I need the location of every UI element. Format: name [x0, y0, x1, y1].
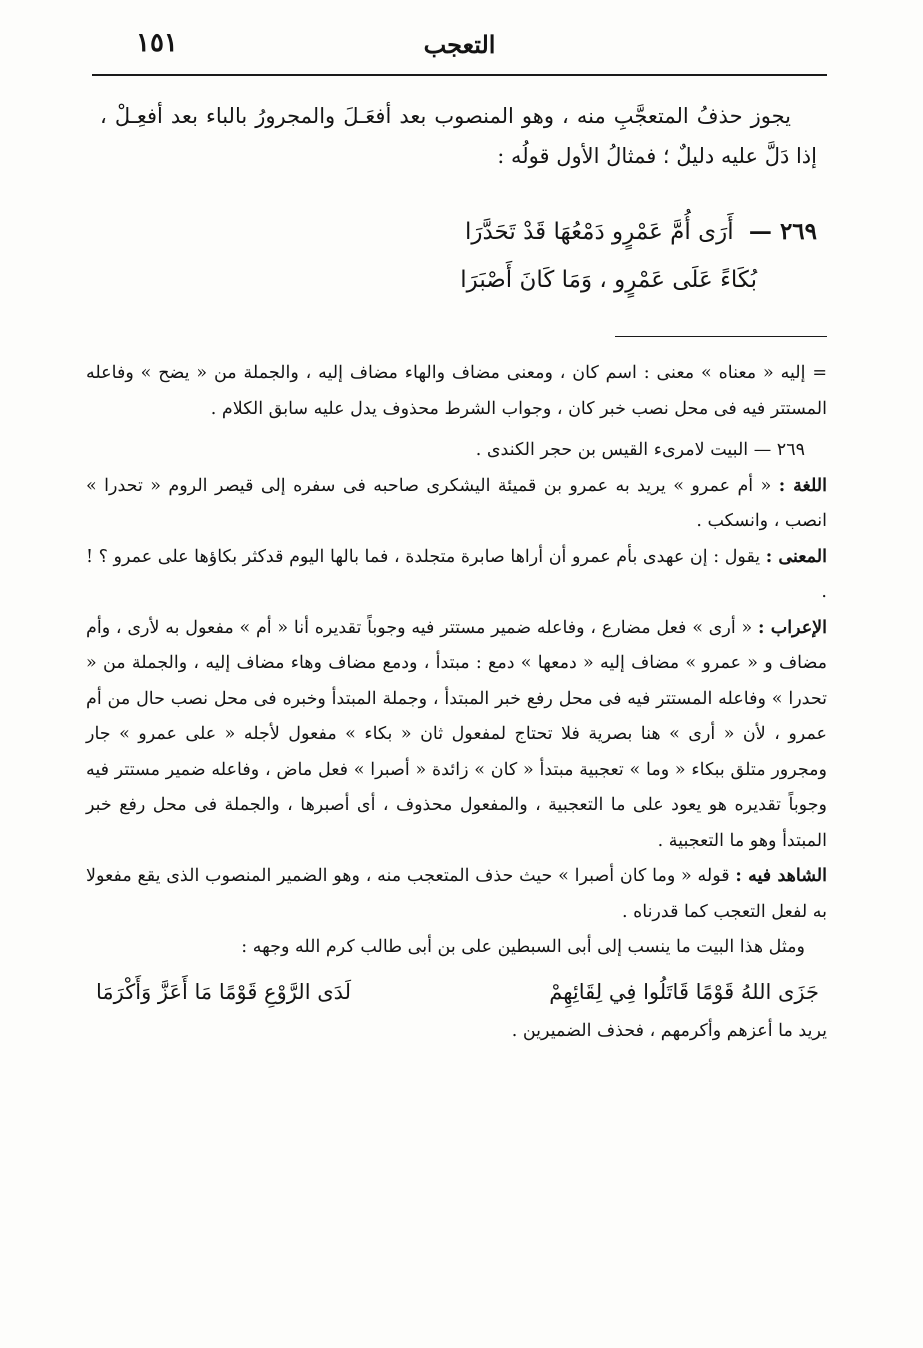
- footnote-rule: [615, 336, 827, 337]
- verse-number: ٢٦٩ —: [748, 218, 817, 245]
- note-lugha-text: « أم عمرو » يريد به عمرو بن قميئة اليشكرى صاحبه فى سفره إلى قيصر الروم « تحدرا » انصب ، وانسكب .: [86, 475, 827, 531]
- note-irab: [86, 611, 827, 860]
- closing-hemistich-2: لَدَى الرَّوْعِ قَوْمًا مَا أَعَزَّ وَأَكْرَمَا: [96, 979, 352, 1004]
- note-shahid-text: قوله « وما كان أصبرا » حيث حذف المتعجب منه ، وهو الضمير المنصوب الذى يقع مفعولا به لفعل التعجب كما قدرناه .: [86, 866, 827, 922]
- note-closing: يريد ما أعزهم وأكرمهم ، فحذف الضميرين .: [511, 1020, 827, 1041]
- verse-hemistich-1: أَرَى أُمَّ عَمْرٍو دَمْعُهَا قَدْ تَحَدَّرَا: [464, 219, 734, 245]
- note-shahid-label: الشاهد فيه :: [735, 866, 827, 886]
- note-mithl: ومثل هذا البيت ما ينسب إلى أبى السبطين على بن أبى طالب كرم الله وجهه :: [241, 937, 805, 957]
- verse-hemistich-2: بُكَاءً عَلَى عَمْرٍو ، وَمَا كَانَ أَصْبَرَا: [460, 267, 757, 293]
- closing-hemistich-1: جَزَى اللهُ قَوْمًا قَاتَلُوا فِي لِقَائِهِمْ: [549, 979, 819, 1004]
- main-verse: [150, 208, 817, 304]
- page-header: [92, 28, 827, 72]
- closing-verse: [86, 970, 827, 1014]
- note-shahid: [86, 859, 827, 930]
- main-paragraph: يجوز حذفُ المتعجَّبِ منه ، وهو المنصوب بعد أفعَـلَ والمجرورُ بالباء بعد أفعِـلْ ، إذا دَلَّ عليه دليلٌ ؛ فمثالُ الأول قولُه :: [100, 104, 817, 168]
- note-attribution: ٢٦٩ — البيت لامرىء القيس بن حجر الكندى .: [475, 440, 805, 460]
- note-maana-label: المعنى :: [765, 546, 827, 567]
- note-maana-text: يقول : إن عهدى بأم عمرو أن أراها صابرة متجلدة ، فما بالها اليوم قدكثر بكاؤها على عمرو ؟ ! .: [86, 546, 827, 602]
- note-irab-label: الإعراب :: [757, 617, 827, 638]
- main-text: [100, 96, 817, 176]
- verse-line-1: [150, 208, 817, 256]
- note-irab-text: « أرى » فعل مضارع ، وفاعله ضمير مستتر فيه وجوباً تقديره أنا « أم » مفعول به لأرى ، وأم مضاف و « عمرو » مضاف إليه « دمعها » دمع : مبتدأ ، ودمع مضاف وهاء مضاف إليه ، والجملة من « تحدرا » وفاعله المستتر فيه فى محل رفع خبر المبتدأ ، وجملة المبتدأ وخبره فى محل نصب حال من أم عمرو ، لأن « أرى » هنا بصرية فلا تحتاج لمفعول ثان « بكاء » مفعول لأجله « على عمرو » جار ومجرور متلق ببكاء « وما » تعجبية مبتدأ « كان » زائدة « أصبرا » فعل ماض ، وفاعله ضمير مستتر فيه وجوباً تقديره هو يعود على ما التعجبية ، والمفعول محذوف ، أى أصبرها ، والجملة فى محل رفع خبر المبتدأ وهو ما التعجبية .: [86, 617, 827, 851]
- note-lugha-label: اللغة :: [778, 475, 827, 496]
- note-maana: [86, 540, 827, 611]
- note-continuation: = إليه « معناه » معنى : اسم كان ، ومعنى مضاف والهاء مضاف إليه ، والجملة من « يضح » وفاعله المستتر فيه فى محل نصب خبر كان ، وجواب الشرط محذوف يدل عليه سابق الكلام .: [86, 363, 827, 419]
- page-number: ١٥١: [136, 28, 178, 58]
- header-rule: [92, 74, 827, 76]
- note-lugha: [86, 469, 827, 540]
- footnotes: [86, 356, 827, 1049]
- verse-line-2: [150, 256, 817, 304]
- chapter-title: التعجب: [423, 30, 496, 59]
